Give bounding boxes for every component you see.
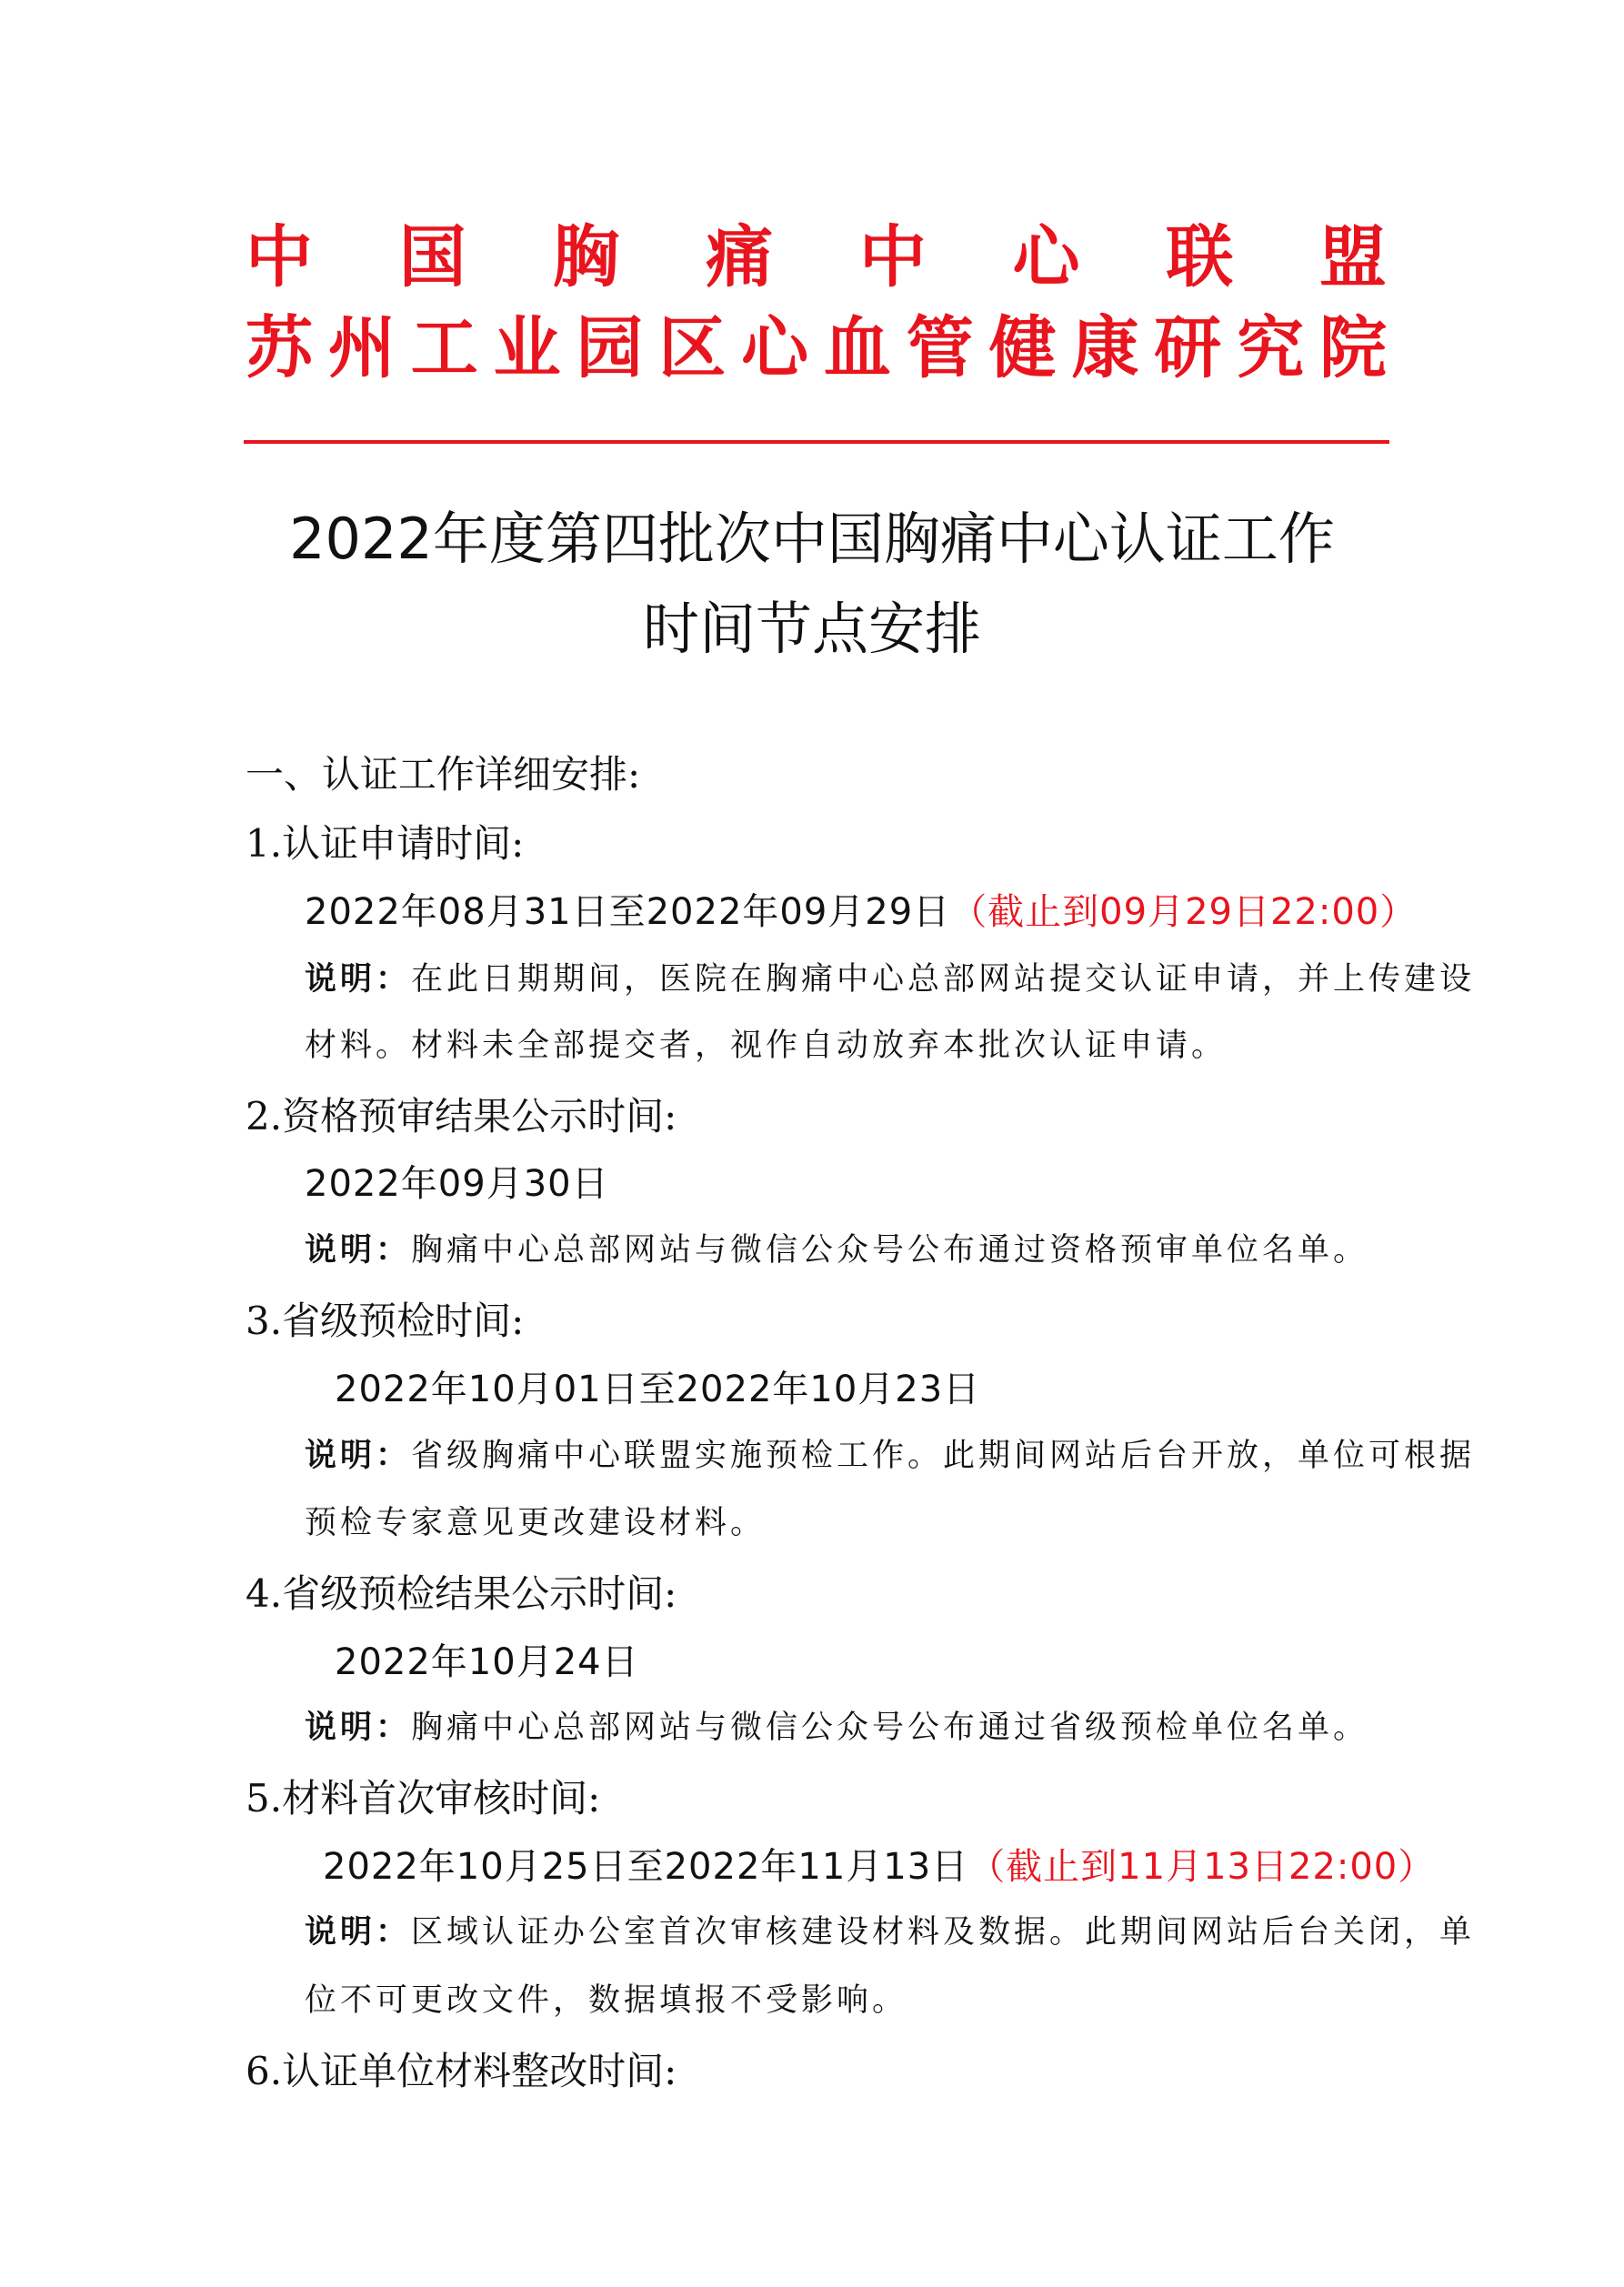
item-heading: 2.资格预审结果公示时间:	[246, 1094, 677, 1138]
item-heading: 6.认证单位材料整改时间:	[246, 2049, 677, 2093]
note-label: 说明：	[305, 1437, 412, 1474]
item-note-continued: 材料。材料未全部提交者，视作自动放弃本批次认证申请。	[305, 1028, 1228, 1064]
deadline-note: （截止到09月29日22:00）	[950, 891, 1418, 933]
letterhead-char: 究	[1237, 309, 1305, 387]
letterhead-char: 中	[246, 218, 313, 296]
note-text: 胸痛中心总部网站与微信公众号公布通过资格预审单位名单。	[411, 1232, 1369, 1269]
letterhead-char: 心	[741, 309, 809, 387]
item-heading: 5.材料首次审核时间:	[246, 1776, 601, 1821]
letterhead-org-2	[246, 307, 1387, 389]
note-text: 在此日期期间，医院在胸痛中心总部网站提交认证申请，并上传建设	[411, 961, 1476, 998]
item-date: 2022年10月24日	[335, 1641, 639, 1683]
letterhead-org-1	[246, 216, 1387, 298]
note-text: 省级胸痛中心联盟实施预检工作。此期间网站后台开放，单位可根据	[411, 1438, 1476, 1474]
letterhead-char: 院	[1318, 309, 1387, 387]
letterhead-char: 苏	[246, 309, 313, 387]
letterhead-char: 盟	[1318, 218, 1387, 296]
note-label: 说明：	[305, 960, 412, 998]
letterhead-char: 州	[327, 309, 396, 387]
note-text: 区域认证办公室首次审核建设材料及数据。此期间网站后台关闭，单	[411, 1914, 1476, 1951]
letterhead-char: 心	[1012, 218, 1080, 296]
letterhead-char: 园	[576, 309, 644, 387]
deadline-note: （截止到11月13日22:00）	[968, 1846, 1436, 1888]
note-text: 胸痛中心总部网站与微信公众号公布通过省级预检单位名单。	[411, 1710, 1369, 1746]
item-date: 2022年09月30日	[305, 1163, 609, 1205]
letterhead-char: 业	[493, 309, 561, 387]
item-heading: 3.省级预检时间:	[246, 1299, 525, 1343]
item-date: 2022年10月01日至2022年10月23日	[335, 1369, 981, 1410]
letterhead-divider	[244, 440, 1389, 444]
item-note	[305, 1433, 1475, 1479]
note-label: 说明：	[305, 1709, 412, 1746]
letterhead-char: 国	[398, 218, 466, 296]
item-note-continued: 预检专家意见更改建设材料。	[305, 1505, 767, 1541]
item-note	[305, 957, 1475, 1002]
section-heading: 一、认证工作详细安排:	[246, 752, 641, 797]
letterhead-char: 康	[1071, 309, 1139, 387]
item-heading: 1.认证申请时间:	[246, 821, 525, 866]
date-range: 2022年08月31日至2022年09月29日	[305, 891, 951, 933]
note-label: 说明：	[305, 1231, 412, 1269]
item-date	[323, 1841, 1435, 1892]
document-title-line-1: 2022年度第四批次中国胸痛中心认证工作	[289, 506, 1335, 572]
item-note-continued: 位不可更改文件，数据填报不受影响。	[305, 1982, 908, 2019]
item-heading: 4.省级预检结果公示时间:	[246, 1571, 677, 1616]
letterhead-char: 健	[988, 309, 1057, 387]
item-note	[305, 1705, 1368, 1750]
note-label: 说明：	[305, 1913, 412, 1951]
letterhead-char: 联	[1166, 218, 1234, 296]
item-note	[305, 1228, 1368, 1273]
letterhead-char: 胸	[552, 218, 620, 296]
document-title-line-2: 时间节点安排	[642, 596, 981, 662]
letterhead-char: 工	[410, 309, 478, 387]
letterhead-char: 管	[906, 309, 974, 387]
date-range: 2022年10月25日至2022年11月13日	[323, 1846, 969, 1888]
letterhead-char: 中	[858, 218, 927, 296]
letterhead-char: 痛	[706, 218, 774, 296]
item-date	[305, 887, 1417, 938]
letterhead-char: 研	[1154, 309, 1222, 387]
letterhead-char: 区	[658, 309, 727, 387]
letterhead-char: 血	[823, 309, 891, 387]
item-note	[305, 1910, 1475, 1955]
